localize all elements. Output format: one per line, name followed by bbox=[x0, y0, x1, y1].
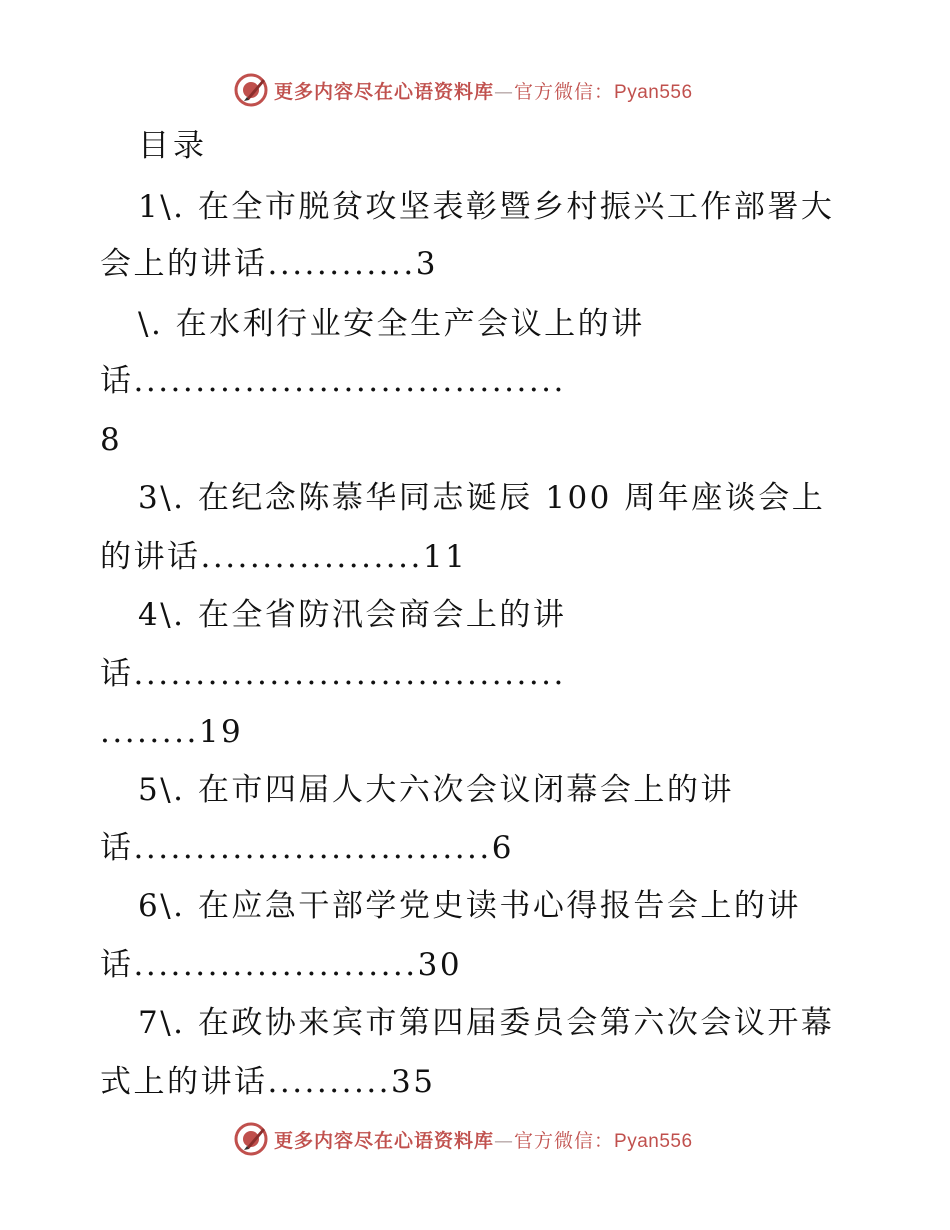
toc-entry-2-line-1: \. 在水利行业安全生产会议上的讲 bbox=[138, 306, 645, 342]
toc-entry-4-line-3: ........19 bbox=[100, 714, 244, 750]
watermark-handle: Pyan556 bbox=[614, 81, 693, 103]
watermark-separator: — bbox=[494, 80, 515, 103]
quill-pen-icon bbox=[234, 73, 268, 107]
toc-title: 目录 bbox=[138, 128, 208, 164]
toc-entry-2-line-2: 话................................... bbox=[100, 363, 566, 399]
watermark-handle: Pyan556 bbox=[614, 1130, 693, 1152]
quill-pen-icon bbox=[234, 1122, 268, 1156]
toc-entry-3-line-2: 的讲话..................11 bbox=[100, 539, 468, 575]
toc-entry-6-line-1: 6\. 在应急干部学党史读书心得报告会上的讲 bbox=[138, 888, 801, 924]
watermark-header bbox=[234, 72, 693, 108]
toc-entry-3-line-1: 3\. 在纪念陈慕华同志诞辰 100 周年座谈会上 bbox=[138, 480, 826, 516]
toc-entry-4-line-2: 话................................... bbox=[100, 656, 566, 692]
toc-entry-4-line-1: 4\. 在全省防汛会商会上的讲 bbox=[138, 597, 567, 633]
toc-entry-6-line-2: 话.......................30 bbox=[100, 947, 463, 983]
toc-entry-1-line-2: 会上的讲话............3 bbox=[100, 246, 438, 282]
watermark-handle-label: 官方微信： bbox=[514, 80, 615, 103]
toc-entry-7-line-1: 7\. 在政协来宾市第四届委员会第六次会议开幕 bbox=[138, 1005, 835, 1041]
watermark-brand: 更多内容尽在心语资料库 bbox=[274, 1129, 495, 1152]
watermark-footer bbox=[234, 1121, 693, 1157]
toc-entry-1-line-1: 1\. 在全市脱贫攻坚表彰暨乡村振兴工作部署大 bbox=[138, 189, 835, 225]
toc-entry-7-line-2: 式上的讲话..........35 bbox=[100, 1064, 436, 1100]
toc-entry-2-line-3: 8 bbox=[100, 422, 123, 458]
toc-entry-5-line-1: 5\. 在市四届人大六次会议闭幕会上的讲 bbox=[138, 772, 734, 808]
watermark-handle-label: 官方微信： bbox=[514, 1129, 615, 1152]
watermark-brand: 更多内容尽在心语资料库 bbox=[274, 80, 495, 103]
watermark-separator: — bbox=[494, 1129, 515, 1152]
toc-entry-5-line-2: 话.............................6 bbox=[100, 830, 514, 866]
